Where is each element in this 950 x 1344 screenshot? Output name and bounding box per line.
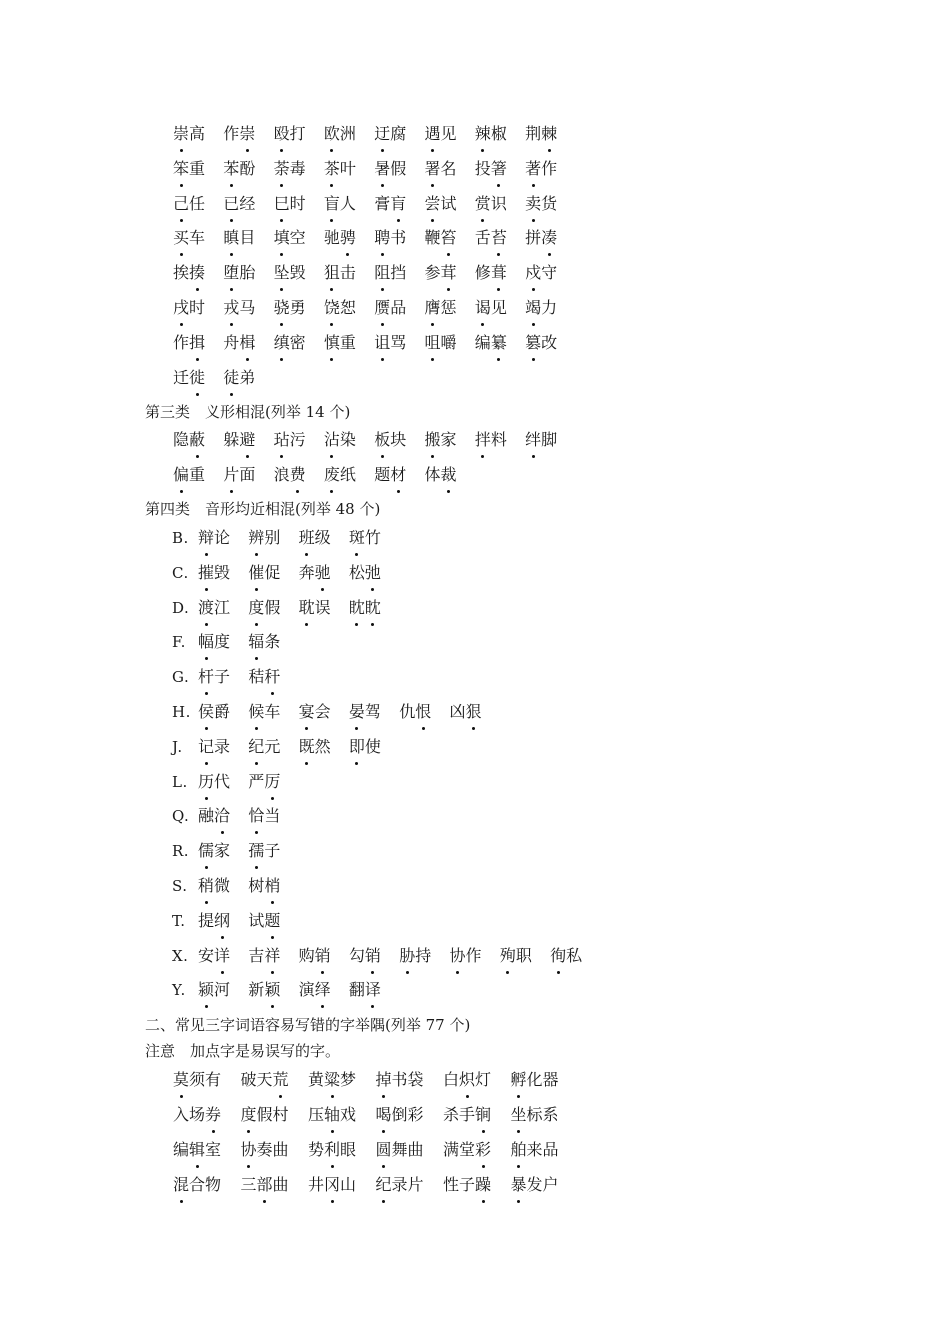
vocab-word: 盲人 — [323, 193, 356, 213]
vocab-word: 恰当 — [248, 806, 281, 826]
vocab-word: 班级 — [298, 528, 331, 547]
vocab-word: 纪元 — [248, 736, 281, 756]
vocab-word: 度假 — [248, 597, 281, 617]
vocab-word: 提纲 — [198, 910, 231, 930]
vocab-word: 拌料 — [474, 430, 507, 449]
vocab-word: 历代 — [198, 771, 231, 791]
vocab-word: 鞭笞 — [424, 228, 457, 248]
vocab-word: 圆舞曲 — [375, 1140, 424, 1159]
vocab-word: 笨重 — [173, 158, 206, 178]
vocab-word: 舟楫 — [223, 332, 256, 352]
vocab-word: 凶狠 — [449, 702, 482, 721]
vocab-word: 记录 — [198, 736, 231, 756]
vocab-word: 井冈山 — [308, 1175, 357, 1194]
vocab-word: 买车 — [173, 228, 206, 248]
vocab-word: 翻译 — [348, 980, 381, 1000]
vocab-word: 稍微 — [198, 876, 231, 895]
vocab-word: 玷污 — [273, 430, 306, 449]
vocab-word: 侯爵 — [198, 702, 231, 721]
vocab-word: 绊脚 — [525, 430, 558, 449]
vocab-word: 诅骂 — [374, 332, 407, 352]
vocab-word: 斑竹 — [348, 528, 381, 547]
vocab-word: 协作 — [449, 945, 482, 965]
vocab-word: 颍河 — [198, 980, 231, 1000]
vocab-word: 赏识 — [474, 193, 507, 213]
letter-label: L. — [172, 772, 188, 791]
vocab-word: 黄粱梦 — [308, 1070, 357, 1089]
vocab-word: 纪录片 — [375, 1175, 424, 1194]
vocab-word: 己任 — [173, 193, 206, 213]
vocab-word: 茶叶 — [323, 158, 356, 178]
vocab-word: 耽误 — [298, 597, 331, 617]
vocab-word: 戌时 — [173, 298, 206, 317]
vocab-word: 搬家 — [424, 430, 457, 449]
vocab-word: 阻挡 — [374, 263, 407, 283]
vocab-word: 崇高 — [173, 124, 206, 143]
vocab-word: 掉书袋 — [375, 1070, 424, 1089]
vocab-word: 驰骋 — [323, 228, 356, 248]
letter-label: C. — [172, 563, 189, 582]
vocab-word: 署名 — [424, 158, 457, 178]
letter-label: T. — [172, 911, 186, 930]
vocab-word: 篡改 — [525, 332, 558, 352]
vocab-word: 浪费 — [273, 465, 306, 484]
vocab-word: 作崇 — [223, 124, 256, 143]
vocab-word: 缜密 — [273, 332, 306, 352]
letter-label: J. — [172, 737, 183, 756]
vocab-word: 树梢 — [248, 876, 281, 895]
vocab-word: 辐条 — [248, 632, 281, 652]
vocab-word: 荆棘 — [525, 124, 558, 143]
vocab-word: 既然 — [298, 736, 331, 756]
vocab-word: 奔驰 — [298, 562, 331, 582]
vocab-word: 瞋目 — [223, 228, 256, 248]
vocab-word: 辨别 — [248, 528, 281, 547]
vocab-word: 戍守 — [525, 263, 558, 283]
vocab-word: 摧毁 — [198, 562, 231, 582]
letter-label: H. — [172, 703, 191, 721]
vocab-word: 徒弟 — [223, 367, 256, 387]
vocab-word: 莫须有 — [173, 1070, 222, 1089]
vocab-word: 喝倒彩 — [375, 1105, 424, 1124]
vocab-word: 堕胎 — [223, 263, 256, 283]
letter-label: F. — [172, 633, 186, 652]
letter-label: R. — [172, 842, 190, 861]
vocab-word: 卖货 — [525, 193, 558, 213]
vocab-word: 融洽 — [198, 806, 231, 826]
section-two-heading: 二、常见三字词语容易写错的字举隅(列举 77 个) — [145, 1016, 471, 1034]
vocab-word: 眈眈 — [348, 597, 381, 617]
vocab-word: 遇见 — [424, 124, 457, 143]
vocab-word: 孺子 — [248, 841, 281, 861]
vocab-word: 迂腐 — [374, 124, 407, 143]
vocab-word: 白炽灯 — [443, 1070, 492, 1089]
vocab-word: 晏驾 — [348, 702, 381, 721]
vocab-word: 严厉 — [248, 771, 281, 791]
vocab-word: 宴会 — [298, 702, 331, 721]
vocab-word: 杆子 — [198, 667, 231, 687]
vocab-word: 慎重 — [323, 332, 356, 352]
vocab-word: 新颖 — [248, 980, 281, 1000]
vocab-word: 混合物 — [173, 1175, 222, 1194]
vocab-word: 暴发户 — [510, 1175, 559, 1194]
vocab-word: 殉职 — [499, 945, 532, 965]
vocab-word: 候车 — [248, 702, 281, 721]
vocab-word: 戎马 — [223, 298, 256, 317]
vocab-word: 松弛 — [348, 562, 381, 582]
vocab-word: 试题 — [248, 910, 281, 930]
vocab-word: 入场券 — [173, 1105, 222, 1124]
vocab-word: 拼凑 — [525, 228, 558, 248]
vocab-word: 势利眼 — [308, 1140, 357, 1159]
vocab-word: 参茸 — [424, 263, 457, 283]
vocab-word: 板块 — [374, 430, 407, 449]
vocab-word: 骁勇 — [273, 298, 306, 317]
vocab-word: 吉祥 — [248, 945, 281, 965]
vocab-word: 隐蔽 — [173, 430, 206, 449]
vocab-word: 投箸 — [474, 158, 507, 178]
letter-label: S. — [172, 877, 188, 895]
vocab-word: 饶恕 — [323, 298, 356, 317]
letter-label: G. — [172, 668, 190, 687]
vocab-word: 秸秆 — [248, 667, 281, 687]
vocab-word: 狙击 — [323, 263, 356, 283]
vocab-word: 荼毒 — [273, 158, 306, 178]
vocab-word: 性子躁 — [443, 1175, 492, 1194]
letter-label: B. — [172, 529, 189, 547]
vocab-word: 咀嚼 — [424, 332, 457, 352]
vocab-word: 破天荒 — [240, 1070, 289, 1089]
vocab-word: 催促 — [248, 562, 281, 582]
vocab-word: 协奏曲 — [240, 1140, 289, 1159]
vocab-word: 演绎 — [298, 980, 331, 1000]
vocab-word: 坐标系 — [510, 1105, 559, 1124]
vocab-word: 压轴戏 — [308, 1105, 357, 1124]
vocab-word: 即使 — [348, 736, 381, 756]
vocab-word: 片面 — [223, 465, 256, 484]
vocab-word: 儒家 — [198, 841, 231, 861]
vocab-word: 挨揍 — [173, 263, 206, 283]
vocab-word: 编辑室 — [173, 1140, 222, 1159]
vocab-word: 三部曲 — [240, 1175, 289, 1194]
vocab-word: 著作 — [525, 158, 558, 178]
note-text: 注意 加点字是易误写的字。 — [145, 1042, 341, 1060]
vocab-word: 苯酚 — [223, 158, 256, 178]
vocab-word: 购销 — [298, 945, 331, 965]
vocab-word: 体裁 — [424, 465, 457, 484]
vocab-word: 安详 — [198, 945, 231, 965]
vocab-word: 膺惩 — [424, 298, 457, 317]
vocab-word: 赝品 — [374, 298, 407, 317]
vocab-word: 躲避 — [223, 430, 256, 449]
vocab-word: 偏重 — [173, 465, 206, 484]
vocab-word: 谒见 — [474, 298, 507, 317]
vocab-word: 渡江 — [198, 597, 231, 617]
vocab-word: 度假村 — [240, 1105, 289, 1124]
vocab-word: 题材 — [374, 465, 407, 484]
vocab-word: 幅度 — [198, 632, 231, 652]
letter-label: Q. — [172, 807, 190, 826]
vocab-word: 舶来品 — [510, 1140, 559, 1159]
vocab-word: 孵化器 — [510, 1070, 559, 1089]
vocab-word: 巳时 — [273, 193, 306, 213]
vocab-word: 尝试 — [424, 193, 457, 213]
vocab-word: 胁持 — [399, 945, 432, 965]
vocab-word: 迁徙 — [173, 367, 206, 387]
vocab-word: 作揖 — [173, 332, 206, 352]
vocab-word: 杀手锏 — [443, 1105, 492, 1124]
category-three-heading: 第三类 义形相混(列举 14 个) — [145, 403, 351, 421]
vocab-word: 仇恨 — [399, 702, 432, 721]
vocab-word: 膏肓 — [374, 193, 407, 213]
vocab-word: 辣椒 — [474, 124, 507, 143]
letter-label: D. — [172, 598, 190, 617]
vocab-word: 殴打 — [273, 124, 306, 143]
letter-label: Y. — [172, 981, 186, 1000]
vocab-word: 坠毁 — [273, 263, 306, 283]
vocab-word: 满堂彩 — [443, 1140, 492, 1159]
vocab-word: 编纂 — [474, 332, 507, 352]
vocab-word: 填空 — [273, 228, 306, 248]
vocab-word: 废纸 — [323, 465, 356, 484]
vocab-word: 已经 — [223, 193, 256, 213]
vocab-word: 沾染 — [323, 430, 356, 449]
vocab-word: 舌苔 — [474, 228, 507, 248]
vocab-word: 勾销 — [348, 945, 381, 965]
vocab-word: 暑假 — [374, 158, 407, 178]
vocab-word: 竭力 — [525, 298, 558, 317]
vocab-word: 徇私 — [550, 945, 583, 965]
category-four-heading: 第四类 音形均近相混(列举 48 个) — [145, 500, 381, 518]
letter-label: X. — [172, 946, 189, 965]
vocab-word: 聘书 — [374, 228, 407, 248]
vocab-word: 欧洲 — [323, 124, 356, 143]
vocab-word: 修葺 — [474, 263, 507, 283]
vocab-word: 辩论 — [198, 528, 231, 547]
